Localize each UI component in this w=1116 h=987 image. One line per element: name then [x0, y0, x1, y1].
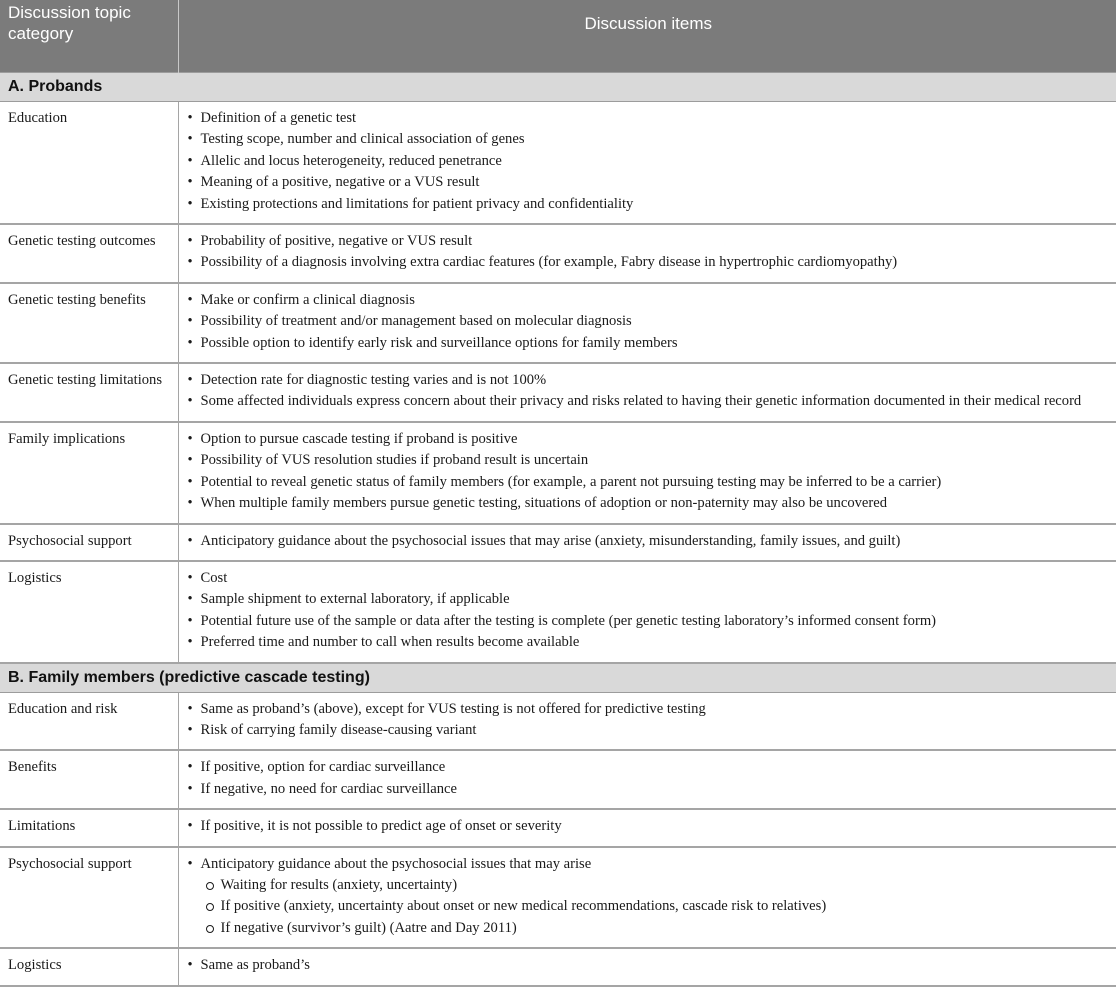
list-item-text: Allelic and locus heterogeneity, reduced penetrance: [201, 153, 502, 169]
list-item: [187, 391, 1116, 412]
list-item-text: Preferred time and number to call when results become available: [201, 634, 580, 650]
bullet-list: [179, 751, 1116, 808]
topic-category-cell: Limitations: [0, 809, 178, 846]
list-item: [187, 779, 1116, 800]
bullet-list: [179, 810, 1116, 845]
list-item-text: Option to pursue cascade testing if proband is positive: [201, 431, 518, 447]
list-item-text: When multiple family members pursue genetic testing, situations of adoption or non-paternity may also be uncovered: [201, 495, 888, 511]
list-item: [187, 493, 1116, 514]
topic-category-cell: Logistics: [0, 561, 178, 663]
header-row: [0, 0, 1116, 73]
discussion-items-cell: [178, 224, 1116, 283]
table-row: [0, 692, 1116, 750]
list-item: [187, 450, 1116, 471]
topic-category-cell: Education: [0, 102, 178, 225]
topic-category-cell: Family implications: [0, 422, 178, 524]
bullet-list: [179, 562, 1116, 662]
bullet-list: [179, 693, 1116, 750]
header-discussion-items: Discussion items: [178, 0, 1116, 73]
list-item: [187, 129, 1116, 150]
list-item-text: Cost: [201, 570, 228, 586]
list-item-text: If negative, no need for cardiac surveillance: [201, 781, 457, 797]
list-item: [187, 333, 1116, 354]
list-item: [187, 589, 1116, 610]
discussion-items-cell: [178, 750, 1116, 809]
discussion-items-cell: [178, 422, 1116, 524]
table-row: [0, 847, 1116, 949]
sub-bullet-list: [201, 875, 1116, 939]
table-header: [0, 0, 1116, 73]
list-item-text: Possibility of a diagnosis involving extra cardiac features (for example, Fabry disease in hypertrophic cardiomyopathy): [201, 254, 898, 270]
topic-category-cell: Logistics: [0, 948, 178, 985]
discussion-items-cell: [178, 283, 1116, 363]
table-row: [0, 948, 1116, 985]
list-item-text: Possibility of treatment and/or management based on molecular diagnosis: [201, 313, 632, 329]
bullet-list: [179, 949, 1116, 984]
list-item-text: Detection rate for diagnostic testing varies and is not 100%: [201, 372, 547, 388]
section-row: [0, 73, 1116, 102]
section-title: A. Probands: [0, 73, 1116, 102]
bullet-list: [179, 102, 1116, 223]
bullet-list: [179, 284, 1116, 362]
sub-list-item: If positive (anxiety, uncertainty about onset or new medical recommendations, cascade risk to relatives): [205, 896, 1116, 917]
section-title: B. Family members (predictive cascade testing): [0, 663, 1116, 693]
list-item-text: Possibility of VUS resolution studies if proband result is uncertain: [201, 452, 589, 468]
table-row: [0, 524, 1116, 561]
list-item: [187, 632, 1116, 653]
topic-category-cell: Genetic testing limitations: [0, 363, 178, 422]
discussion-items-cell: [178, 692, 1116, 750]
list-item: [187, 955, 1116, 976]
list-item-text: Sample shipment to external laboratory, if applicable: [201, 591, 510, 607]
list-item: [187, 611, 1116, 632]
list-item: [187, 472, 1116, 493]
bullet-list: [179, 364, 1116, 421]
discussion-items-cell: [178, 809, 1116, 846]
list-item: [187, 429, 1116, 450]
table-row: [0, 809, 1116, 846]
table-row: [0, 363, 1116, 422]
list-item-text: Potential future use of the sample or data after the testing is complete (per genetic testing laboratory’s informed consent form): [201, 613, 937, 629]
list-item-text: Existing protections and limitations for patient privacy and confidentiality: [201, 196, 634, 212]
topic-category-cell: Psychosocial support: [0, 847, 178, 949]
list-item-text: Anticipatory guidance about the psychosocial issues that may arise (anxiety, misunderstanding, family issues, and guilt): [201, 533, 901, 549]
list-item: [187, 568, 1116, 589]
list-item: [187, 194, 1116, 215]
topic-category-cell: Genetic testing outcomes: [0, 224, 178, 283]
discussion-items-cell: [178, 102, 1116, 225]
list-item-text: If positive, option for cardiac surveillance: [201, 759, 446, 775]
table-row: [0, 283, 1116, 363]
bullet-list: [179, 525, 1116, 560]
bullet-list: [179, 225, 1116, 282]
topic-category-cell: Benefits: [0, 750, 178, 809]
list-item: [187, 108, 1116, 129]
table-row: [0, 102, 1116, 225]
list-item: [187, 311, 1116, 332]
table-row: [0, 422, 1116, 524]
topic-category-cell: Genetic testing benefits: [0, 283, 178, 363]
topic-category-cell: Education and risk: [0, 692, 178, 750]
list-item: [187, 252, 1116, 273]
table-row: [0, 561, 1116, 663]
list-item-text: Some affected individuals express concern about their privacy and risks related to having their genetic information documented in their medical record: [201, 393, 1082, 409]
table-body: [0, 73, 1116, 986]
list-item: [187, 699, 1116, 720]
list-item-text: If positive, it is not possible to predict age of onset or severity: [201, 818, 562, 834]
list-item-text: Potential to reveal genetic status of family members (for example, a parent not pursuing testing may be inferred to be a carrier): [201, 474, 942, 490]
list-item-text: Same as proband’s: [201, 957, 310, 973]
list-item: [187, 290, 1116, 311]
list-item: [187, 151, 1116, 172]
header-topic-category: Discussion topic category: [0, 0, 178, 73]
section-row: [0, 663, 1116, 693]
list-item-text: Probability of positive, negative or VUS result: [201, 233, 473, 249]
discussion-items-cell: [178, 363, 1116, 422]
list-item: [187, 757, 1116, 778]
discussion-items-cell: [178, 847, 1116, 949]
list-item: [187, 854, 1116, 940]
list-item: [187, 370, 1116, 391]
bullet-list: [179, 423, 1116, 523]
bullet-list: [179, 848, 1116, 948]
list-item: [187, 172, 1116, 193]
discussion-items-cell: [178, 948, 1116, 985]
list-item: [187, 231, 1116, 252]
list-item: [187, 720, 1116, 741]
list-item-text: Make or confirm a clinical diagnosis: [201, 292, 415, 308]
sub-list-item: If negative (survivor’s guilt) (Aatre and Day 2011): [205, 918, 1116, 939]
list-item: [187, 816, 1116, 837]
list-item-text: Testing scope, number and clinical association of genes: [201, 131, 525, 147]
discussion-items-cell: [178, 561, 1116, 663]
list-item-text: Risk of carrying family disease-causing variant: [201, 722, 477, 738]
list-item-text: Meaning of a positive, negative or a VUS result: [201, 174, 480, 190]
discussion-items-cell: [178, 524, 1116, 561]
table-row: [0, 224, 1116, 283]
topic-category-cell: Psychosocial support: [0, 524, 178, 561]
list-item: [187, 531, 1116, 552]
list-item-text: Definition of a genetic test: [201, 110, 357, 126]
list-item-text: Same as proband’s (above), except for VUS testing is not offered for predictive testing: [201, 701, 706, 717]
sub-list-item: Waiting for results (anxiety, uncertainty): [205, 875, 1116, 896]
list-item-text: Anticipatory guidance about the psychosocial issues that may arise: [201, 856, 592, 872]
table-row: [0, 750, 1116, 809]
list-item-text: Possible option to identify early risk and surveillance options for family members: [201, 335, 678, 351]
